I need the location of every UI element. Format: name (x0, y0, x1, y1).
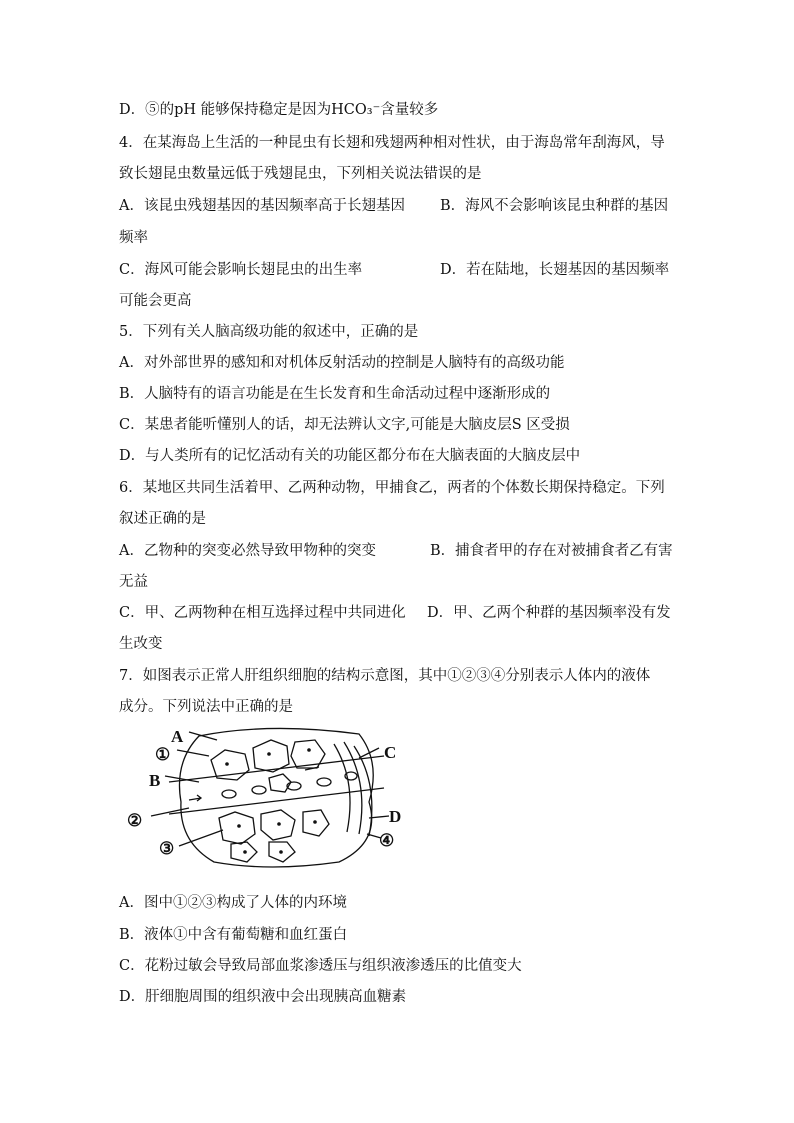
liver-cell (219, 812, 255, 844)
red-blood-cell (317, 778, 331, 786)
q4-option-d-cont: 可能会更高 (119, 293, 192, 309)
q4-option-b-cont: 频率 (119, 230, 148, 246)
red-blood-cell (222, 790, 236, 798)
red-blood-cell (252, 786, 266, 794)
q6-option-b-cont: 无益 (119, 574, 148, 590)
tissue-outline (179, 728, 373, 867)
q6-option-d[interactable]: D．甲、乙两个种群的基因频率没有发 (427, 605, 671, 621)
q7-option-b[interactable]: B．液体①中含有葡萄糖和血红蛋白 (119, 927, 348, 943)
liver-cell (211, 750, 249, 780)
label-c: C (384, 743, 397, 762)
lymph-vessel-1 (334, 744, 350, 832)
q7-option-c[interactable]: C．花粉过敏会导致局部血浆渗透压与组织液渗透压的比值变大 (119, 958, 522, 974)
q5-option-d[interactable]: D．与人类所有的记忆活动有关的功能区都分布在大脑表面的大脑皮层中 (119, 448, 581, 464)
q4-stem-line2: 致长翅昆虫数量远低于残翅昆虫，下列相关说法错误的是 (119, 166, 482, 182)
q4-option-d[interactable]: D．若在陆地，长翅基因的基因频率 (440, 262, 670, 278)
flow-arrow (189, 795, 201, 801)
q6-option-c[interactable]: C．甲、乙两物种在相互选择过程中共同进化 (119, 605, 406, 621)
q6-option-d-cont: 生改变 (119, 636, 163, 652)
label-4: ④ (379, 831, 395, 850)
q7-stem-line1: 7．如图表示正常人肝组织细胞的结构示意图，其中①②③④分别表示人体内的液体 (119, 668, 651, 684)
liver-cell (253, 740, 289, 772)
capillary-wall-lower (169, 788, 384, 814)
label-1: ① (155, 745, 171, 764)
q4-option-c[interactable]: C．海风可能会影响长翅昆虫的出生率 (119, 262, 363, 278)
liver-cell (269, 774, 291, 792)
q5-option-b[interactable]: B．人脑特有的语言功能是在生长发育和生命活动过程中逐渐形成的 (119, 386, 551, 402)
q6-option-b[interactable]: B．捕食者甲的存在对被捕食者乙有害 (430, 543, 673, 559)
q4-option-a[interactable]: A．该昆虫残翅基因的基因频率高于长翅基因 (119, 198, 405, 214)
q4-stem-line1: 4．在某海岛上生活的一种昆虫有长翅和残翅两种相对性状，由于海岛常年刮海风，导 (119, 135, 665, 151)
q6-stem-line2: 叙述正确的是 (119, 511, 206, 527)
q6-stem-line1: 6．某地区共同生活着甲、乙两种动物，甲捕食乙，两者的个体数长期保持稳定。下列 (119, 480, 665, 496)
q4-option-b[interactable]: B．海风不会影响该昆虫种群的基因 (440, 198, 669, 214)
label-a: A (171, 727, 184, 746)
q5-stem: 5．下列有关人脑高级功能的叙述中，正确的是 (119, 324, 419, 340)
label-b: B (149, 771, 161, 790)
q6-option-a[interactable]: A．乙物种的突变必然导致甲物种的突变 (119, 543, 376, 559)
q7-option-d[interactable]: D．肝细胞周围的组织液中会出现胰高血糖素 (119, 989, 407, 1005)
liver-cell (291, 740, 325, 768)
label-2: ② (127, 811, 143, 830)
q7-stem-line2: 成分。下列说法中正确的是 (119, 699, 293, 715)
q7-option-a[interactable]: A．图中①②③构成了人体的内环境 (119, 895, 347, 911)
label-3: ③ (159, 839, 175, 858)
q5-option-a[interactable]: A．对外部世界的感知和对机体反射活动的控制是人脑特有的高级功能 (119, 355, 565, 371)
label-d: D (389, 807, 402, 826)
capillary-wall-upper (169, 756, 384, 782)
leader-1 (177, 750, 209, 756)
q5-option-c[interactable]: C．某患者能听懂别人的话，却无法辨认文字,可能是大脑皮层S 区受损 (119, 417, 570, 433)
liver-tissue-diagram (119, 722, 409, 872)
q3-option-d[interactable]: D．⑤的pH 能够保持稳定是因为HCO₃⁻含量较多 (119, 102, 439, 118)
